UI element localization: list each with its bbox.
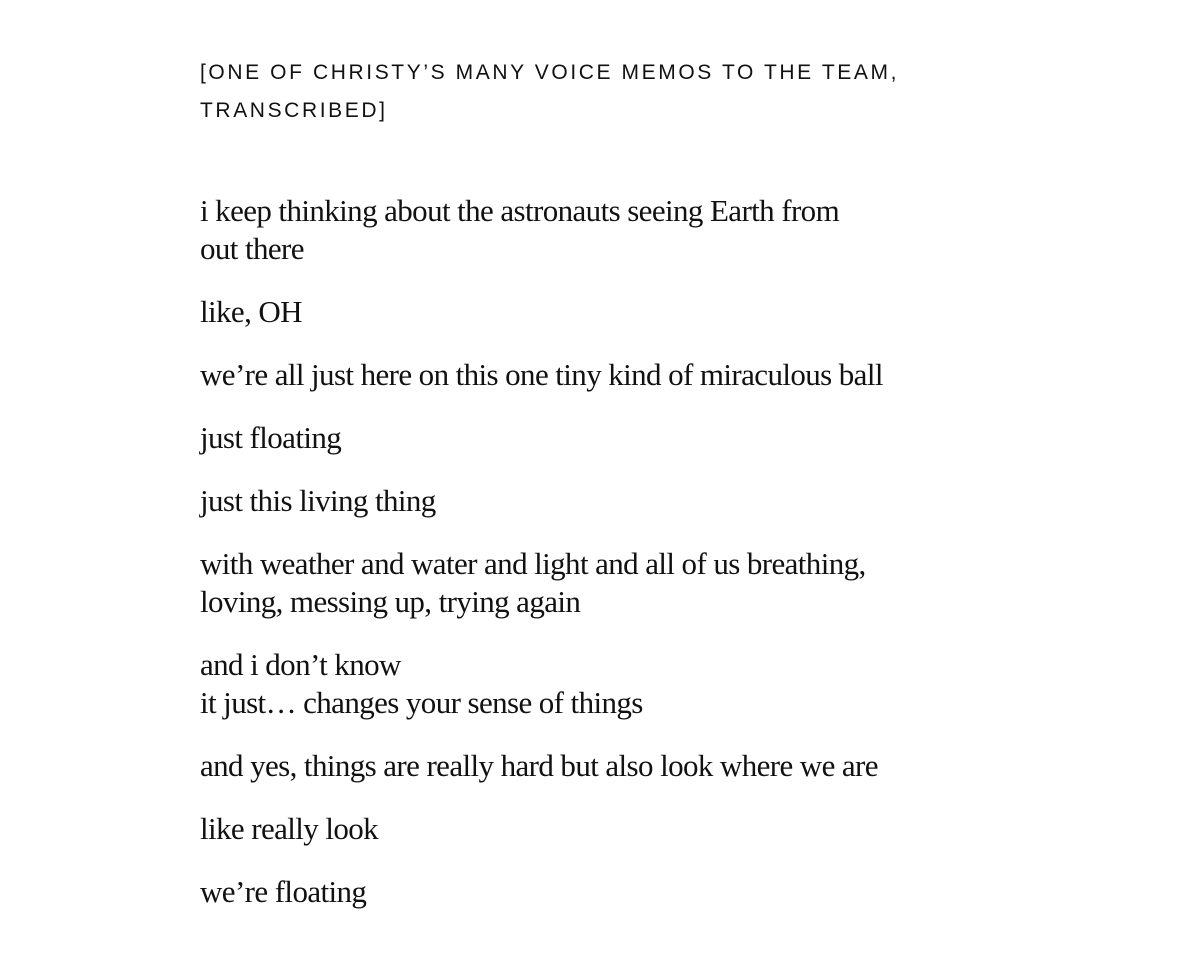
stanza [200, 545, 940, 621]
heading-line: TRANSCRIBED] [200, 99, 388, 122]
stanza [200, 482, 940, 520]
stanza [200, 810, 940, 848]
memo-heading [200, 54, 940, 130]
verse-line: loving, messing up, trying again [200, 584, 581, 619]
verse-line: and yes, things are really hard but also look where we are [200, 748, 878, 783]
verse-line: just this living thing [200, 483, 436, 518]
stanza [200, 747, 940, 785]
verse-line: it just… changes your sense of things [200, 685, 643, 720]
verse-line: out there [200, 231, 304, 266]
verse-line: we’re all just here on this one tiny kind of miraculous ball [200, 357, 883, 392]
stanza [200, 293, 940, 331]
verse-line: and i don’t know [200, 647, 401, 682]
verse-line: just floating [200, 420, 342, 455]
verse-line: with weather and water and light and all of us breathing, [200, 546, 866, 581]
verse-line: like really look [200, 811, 379, 846]
memo-transcript [200, 54, 940, 936]
verse-line: like, OH [200, 294, 302, 329]
stanza [200, 646, 940, 722]
stanza [200, 873, 940, 911]
verse-line: we’re floating [200, 874, 367, 909]
stanza [200, 419, 940, 457]
stanza [200, 192, 940, 268]
heading-line: [ONE OF CHRISTY’S MANY VOICE MEMOS TO THE TEAM, [200, 61, 900, 84]
stanza [200, 356, 940, 394]
verse-line: i keep thinking about the astronauts seeing Earth from [200, 193, 840, 228]
